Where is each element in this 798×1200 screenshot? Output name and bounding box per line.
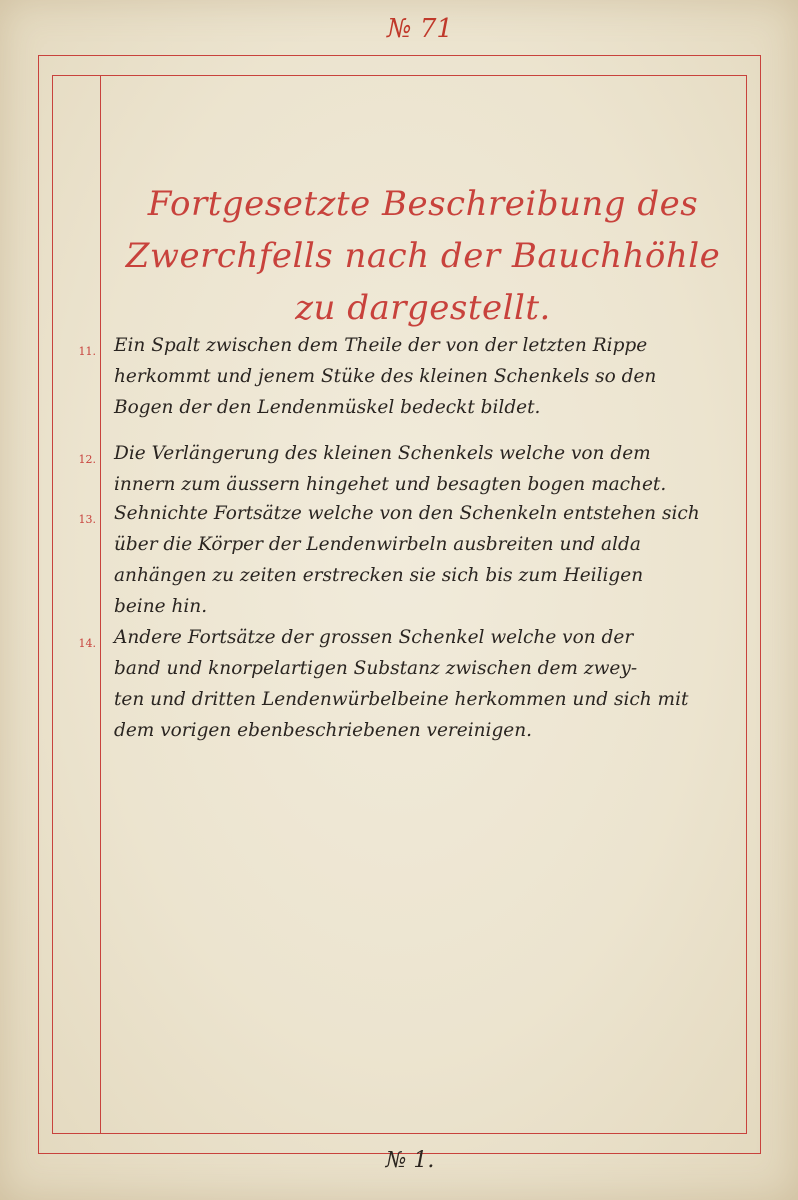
paragraph-text: Ein Spalt zwischen dem Theile der von der letzten Rippe herkommt und jenem Stüke des kleinen Schenkels so den Bogen der den Lendenmüskel bedeckt bildet. [114,335,657,418]
paragraph-number: 12. [78,453,96,466]
paragraph-text: Sehnichte Fortsätze welche von den Schenkeln entstehen sich über die Körper der Lendenwirbeln ausbreiten und alda anhängen zu zeiten erstrecken sie sich bis zum Heiligen beine hin. [114,503,700,617]
page-title: Fortgesetzte Beschreibung des Zwerchfells nach der Bauchhöhle zu dargestellt. [125,184,721,328]
paragraph-text: Die Verlängerung des kleinen Schenkels welche von dem innern zum äussern hingehet und besagten bogen machet. [114,443,667,495]
paragraph-number: 11. [78,345,96,358]
margin-rule [100,75,101,1134]
paragraph-text: Andere Fortsätze der grossen Schenkel welche von der band und knorpelartigen Substanz zwischen dem zwey- ten und dritten Lendenwürbelbeine herkommen und sich mit dem vorigen ebenbeschriebenen vereinigen. [114,627,689,741]
paragraph-number: 13. [78,513,96,526]
plate-number: № 1. [385,1148,435,1173]
folio-number: № 71 [387,14,453,44]
paragraph-number: 14. [78,637,96,650]
